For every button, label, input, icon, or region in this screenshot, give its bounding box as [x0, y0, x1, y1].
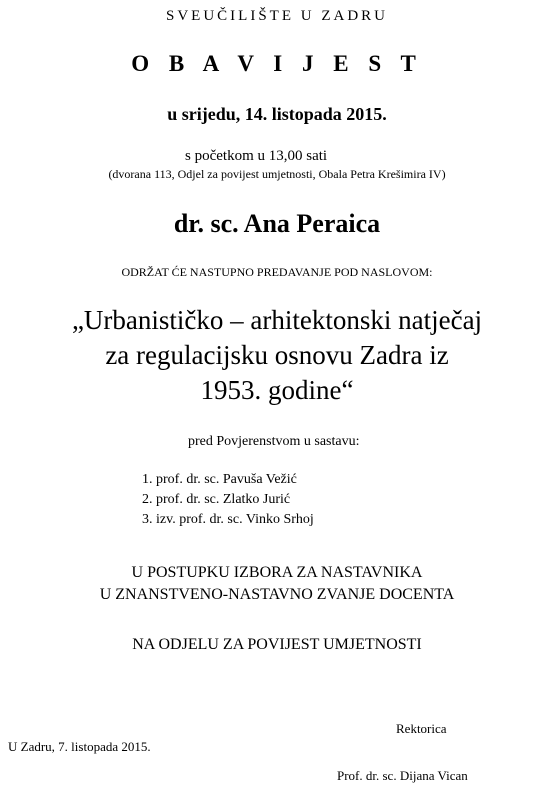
lecture-title-line: „Urbanističko – arhitektonski natječaj: [71, 305, 483, 335]
committee-intro: pred Povjerenstvom u sastavu:: [188, 434, 360, 449]
lecture-title-line: 1953. godine“: [200, 375, 354, 405]
university-name: SVEUČILIŠTE U ZADRU: [166, 8, 388, 24]
committee-member: 1. prof. dr. sc. Pavuša Vežić: [142, 472, 297, 487]
procedure-line: U ZNANSTVENO-NASTAVNO ZVANJE DOCENTA: [99, 586, 455, 603]
event-date: u srijedu, 14. listopada 2015.: [167, 104, 387, 124]
committee-list: [142, 470, 314, 530]
signatory-role: Rektorica: [396, 721, 447, 736]
procedure-line: U POSTUPKU IZBORA ZA NASTAVNIKA: [131, 564, 423, 581]
lecture-title-line: za regulacijsku osnovu Zadra iz: [105, 340, 449, 370]
signatory-name: Prof. dr. sc. Dijana Vican: [337, 768, 468, 783]
notice-title: O B A V I J E S T: [131, 51, 423, 76]
place-date: U Zadru, 7. listopada 2015.: [8, 739, 151, 754]
department: NA ODJELU ZA POVIJEST UMJETNOSTI: [132, 636, 422, 653]
lecture-intro: ODRŽAT ĆE NASTUPNO PREDAVANJE POD NASLOVOM:: [121, 265, 433, 279]
committee-member: 2. prof. dr. sc. Zlatko Jurić: [142, 492, 291, 507]
presenter-name: dr. sc. Ana Peraica: [173, 209, 381, 238]
venue: (dvorana 113, Odjel za povijest umjetnosti, Obala Petra Krešimira IV): [108, 167, 446, 181]
lecture-title: [0, 303, 554, 408]
election-procedure: [0, 562, 554, 606]
start-time: s početkom u 13,00 sati: [185, 148, 328, 164]
committee-member: 3. izv. prof. dr. sc. Vinko Srhoj: [142, 512, 314, 527]
